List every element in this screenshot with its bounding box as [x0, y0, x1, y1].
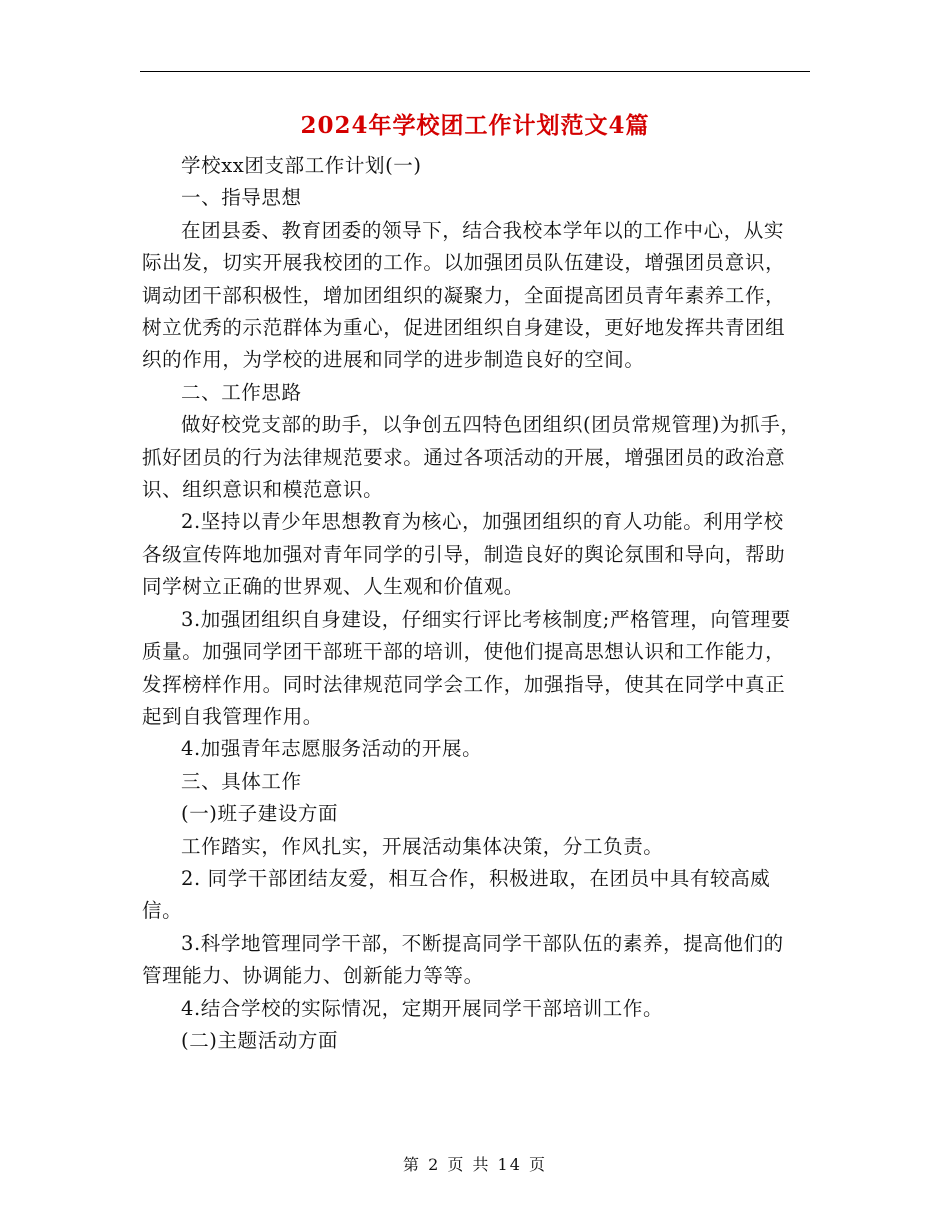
subsection-heading: (二)主题活动方面 — [181, 1028, 339, 1052]
paragraph: 4.加强青年志愿服务活动的开展。 — [181, 737, 483, 761]
section-heading: 一、指导思想 — [181, 186, 302, 210]
paragraph: 工作踏实，作风扎实，开展活动集体决策，分工负责。 — [181, 834, 664, 858]
paragraph: 3.加强团组织自身建设，仔细实行评比考核制度;严格管理，向管理要质量。加强同学团干部班干部的培训，使他们提高思想认识和工作能力，发挥榜样作用。同时法律规范同学会工作，加强指导，使其在同学中真正起到自我管理作用。 — [142, 607, 791, 728]
section-heading: 三、具体工作 — [181, 769, 302, 793]
subsection-heading: (一)班子建设方面 — [181, 802, 339, 826]
paragraph: 2. 同学干部团结友爱，相互合作，积极进取，在团员中具有较高威信。 — [142, 866, 771, 923]
paragraph: 4.结合学校的实际情况，定期开展同学干部培训工作。 — [181, 996, 664, 1020]
paragraph: 学校xx团支部工作计划(一) — [181, 154, 422, 177]
paragraph: 做好校党支部的助手，以争创五四特色团组织(团员常规管理)为抓手，抓好团员的行为法律规范要求。通过各项活动的开展，增强团员的政治意识、组织意识和模范意识。 — [142, 413, 801, 502]
header-rule — [140, 71, 810, 72]
section-heading: 二、工作思路 — [181, 380, 302, 404]
page-number: 第 2 页 共 14 页 — [403, 1155, 547, 1174]
paragraph: 3.科学地管理同学干部，不断提高同学干部队伍的素养，提高他们的管理能力、协调能力、创新能力等等。 — [142, 931, 784, 988]
document-title: 2024年学校团工作计划范文4篇 — [300, 112, 650, 139]
document-body — [142, 150, 802, 1057]
paragraph: 在团县委、教育团委的领导下，结合我校本学年以的工作中心，从实际出发，切实开展我校团的工作。以加强团员队伍建设，增强团员意识，调动团干部积极性，增加团组织的凝聚力，全面提高团员青年素养工作，树立优秀的示范群体为重心，促进团组织自身建设，更好地发挥共青团组织的作用，为学校的进展和同学的进步制造良好的空间。 — [142, 218, 786, 372]
paragraph: 2.坚持以青少年思想教育为核心，加强团组织的育人功能。利用学校各级宣传阵地加强对青年同学的引导，制造良好的舆论氛围和导向，帮助同学树立正确的世界观、人生观和价值观。 — [142, 510, 786, 599]
